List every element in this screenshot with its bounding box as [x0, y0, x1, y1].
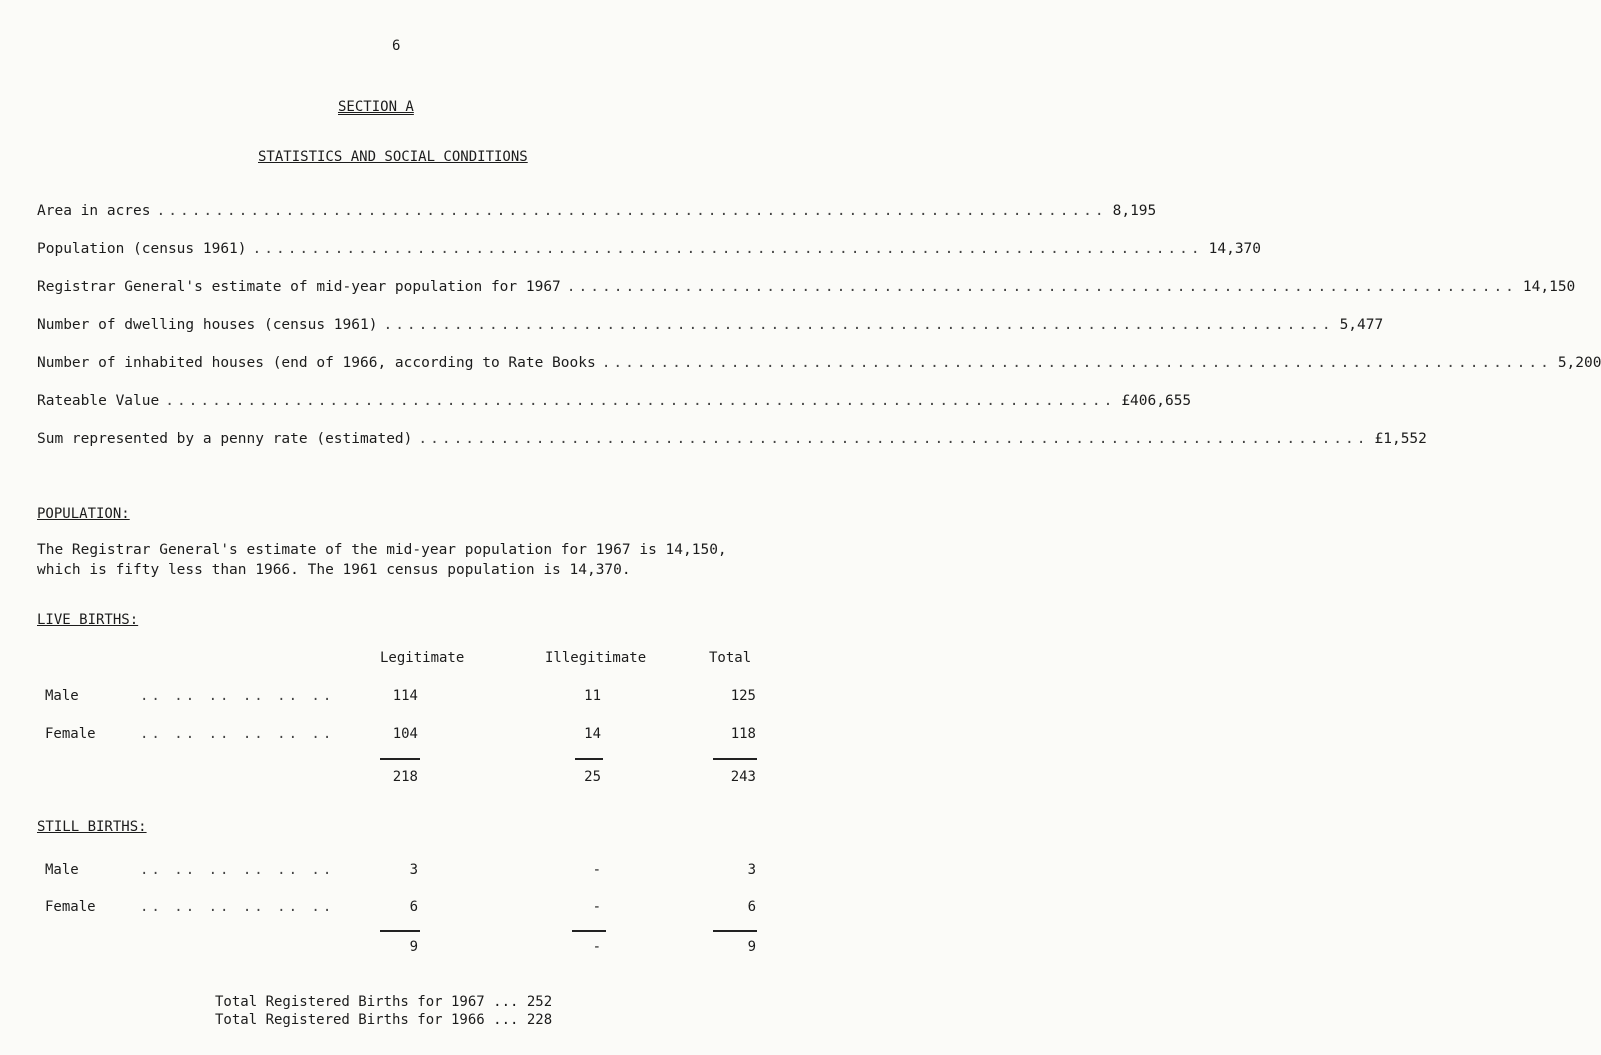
stat-label: Sum represented by a penny rate (estimated) [37, 431, 413, 447]
stat-value: £406,655 [1121, 393, 1192, 409]
still-births-heading: STILL BIRTHS: [37, 819, 147, 835]
stat-value: £1,552 [1374, 431, 1427, 447]
live-total-illegitimate: 25 [584, 769, 601, 785]
stat-value: 5,200 [1557, 355, 1601, 371]
live-total-legitimate: 218 [392, 769, 418, 785]
stat-row-dwellings [37, 317, 1384, 333]
sum-rule [713, 758, 757, 760]
live-female-legitimate: 104 [392, 726, 418, 742]
row-label-female: Female [45, 726, 96, 742]
stat-label: Population (census 1961) [37, 241, 247, 257]
stat-value: 14,150 [1522, 279, 1576, 295]
still-total-illegitimate: - [592, 939, 601, 955]
population-text: The Registrar General's estimate of the mid-year population for 1967 is 14,150, which is fifty less than 1966. The 1961 census population is 14,370. [37, 542, 727, 578]
leader-dots: .. .. .. .. .. .. [140, 862, 335, 878]
leader-dots: ................................................................................. [383, 317, 1334, 333]
column-header-illegitimate: Illegitimate [545, 650, 647, 666]
row-label-female: Female [45, 899, 96, 915]
sum-rule [380, 930, 420, 932]
stat-value: 5,477 [1339, 317, 1384, 333]
leader-dots: ................................................................................. [601, 355, 1552, 371]
stat-label: Rateable Value [37, 393, 160, 409]
section-title: SECTION A [338, 99, 414, 115]
still-female-illegitimate: - [592, 899, 601, 915]
sum-rule [713, 930, 757, 932]
stat-label: Number of inhabited houses (end of 1966, according to Rate Books [37, 355, 596, 371]
live-female-illegitimate: 14 [584, 726, 601, 742]
live-births-heading: LIVE BIRTHS: [37, 612, 139, 628]
stat-value: 8,195 [1112, 203, 1157, 219]
still-total-legitimate: 9 [409, 939, 418, 955]
still-male-legitimate: 3 [409, 862, 418, 878]
stat-row-inhabited [37, 355, 1601, 371]
sum-rule [575, 758, 603, 760]
stat-row-population [37, 241, 1262, 257]
live-total-total: 243 [730, 769, 756, 785]
leader-dots: ................................................................................. [156, 203, 1107, 219]
still-total-total: 9 [747, 939, 756, 955]
stat-label: Registrar General's estimate of mid-year population for 1967 [37, 279, 561, 295]
column-header-total: Total [709, 650, 752, 666]
page-number: 6 [392, 38, 401, 54]
stat-row-rateable [37, 393, 1192, 409]
stat-value: 14,370 [1208, 241, 1262, 257]
leader-dots: .. .. .. .. .. .. [140, 899, 335, 915]
stat-label: Area in acres [37, 203, 151, 219]
population-heading: POPULATION: [37, 506, 130, 522]
leader-dots: ................................................................................. [165, 393, 1116, 409]
stat-row-area [37, 203, 1157, 219]
still-male-total: 3 [747, 862, 756, 878]
still-female-legitimate: 6 [409, 899, 418, 915]
column-header-legitimate: Legitimate [380, 650, 465, 666]
stat-row-penny-rate [37, 431, 1427, 447]
sum-rule [380, 758, 420, 760]
leader-dots: ................................................................................. [252, 241, 1203, 257]
registered-births-1966: Total Registered Births for 1966 ... 228 [215, 1012, 553, 1028]
live-female-total: 118 [730, 726, 756, 742]
live-male-legitimate: 114 [392, 688, 418, 704]
leader-dots: .. .. .. .. .. .. [140, 726, 335, 742]
sum-rule [572, 930, 606, 932]
registered-births-1967: Total Registered Births for 1967 ... 252 [215, 994, 553, 1010]
page-subtitle: STATISTICS AND SOCIAL CONDITIONS [258, 149, 528, 165]
still-male-illegitimate: - [592, 862, 601, 878]
row-label-male: Male [45, 862, 79, 878]
live-male-illegitimate: 11 [584, 688, 601, 704]
live-male-total: 125 [730, 688, 756, 704]
leader-dots: .. .. .. .. .. .. [140, 688, 335, 704]
stat-label: Number of dwelling houses (census 1961) [37, 317, 378, 333]
still-female-total: 6 [747, 899, 756, 915]
leader-dots: ................................................................................. [418, 431, 1369, 447]
row-label-male: Male [45, 688, 79, 704]
leader-dots: ................................................................................. [566, 279, 1517, 295]
stat-row-estimate [37, 279, 1576, 295]
